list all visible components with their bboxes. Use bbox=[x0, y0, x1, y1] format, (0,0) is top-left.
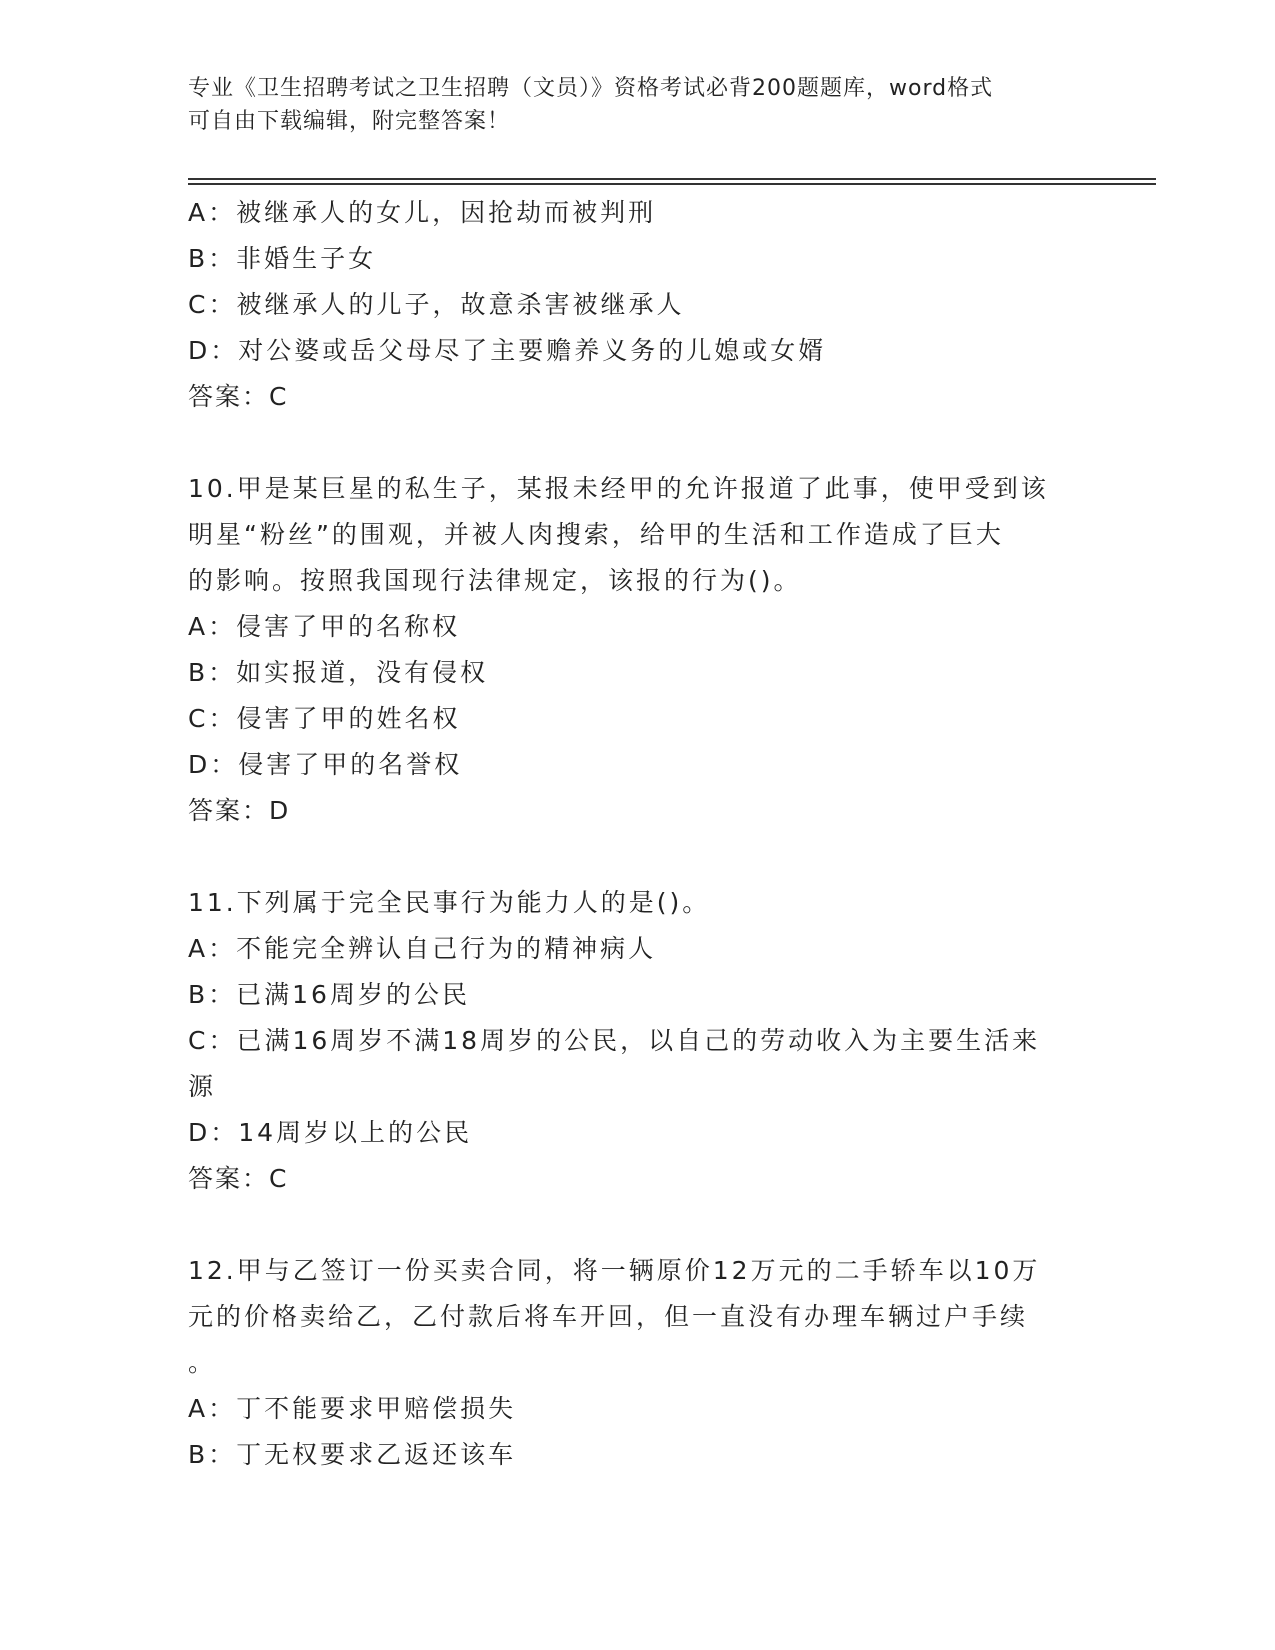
q12-option-b: B：丁无权要求乙返还该车 bbox=[188, 1440, 517, 1469]
question-11-block bbox=[188, 880, 1088, 1202]
q9-option-b: B：非婚生子女 bbox=[188, 244, 377, 273]
header-divider-top bbox=[188, 178, 1156, 180]
q9-option-d: D：对公婆或岳父母尽了主要赡养义务的儿媳或女婿 bbox=[188, 336, 827, 365]
q12-option-a: A：丁不能要求甲赔偿损失 bbox=[188, 1394, 517, 1423]
q9-option-c: C：被继承人的儿子，故意杀害被继承人 bbox=[188, 290, 685, 319]
q9-answer: 答案：C bbox=[188, 382, 289, 411]
q10-option-a: A：侵害了甲的名称权 bbox=[188, 612, 461, 641]
q11-option-a: A：不能完全辨认自己行为的精神病人 bbox=[188, 934, 657, 963]
spacer bbox=[188, 834, 1088, 880]
q11-option-b: B：已满16周岁的公民 bbox=[188, 980, 470, 1009]
q11-option-c-line-2: 源 bbox=[188, 1072, 217, 1101]
header-title-line-1: 专业《卫生招聘考试之卫生招聘（文员）》资格考试必背200题题库，word格式 bbox=[188, 76, 994, 101]
header-divider-bottom bbox=[188, 183, 1156, 185]
q10-answer: 答案：D bbox=[188, 796, 291, 825]
q10-stem-line-1: 10.甲是某巨星的私生子，某报未经甲的允许报道了此事，使甲受到该 bbox=[188, 474, 1049, 503]
header-title-line-2: 可自由下载编辑，附完整答案！ bbox=[188, 109, 511, 134]
q12-stem-line-3: 。 bbox=[188, 1348, 217, 1377]
q10-option-b: B：如实报道，没有侵权 bbox=[188, 658, 489, 687]
q11-stem: 11.下列属于完全民事行为能力人的是()。 bbox=[188, 888, 711, 917]
spacer bbox=[188, 420, 1088, 466]
q11-answer: 答案：C bbox=[188, 1164, 289, 1193]
question-9-block bbox=[188, 190, 1088, 420]
q12-stem-line-1: 12.甲与乙签订一份买卖合同，将一辆原价12万元的二手轿车以10万 bbox=[188, 1256, 1041, 1285]
question-list bbox=[188, 190, 1088, 1478]
document-header bbox=[188, 72, 1088, 138]
q10-stem-line-3: 的影响。按照我国现行法律规定，该报的行为()。 bbox=[188, 566, 802, 595]
q11-option-d: D：14周岁以上的公民 bbox=[188, 1118, 473, 1147]
q10-stem-line-2: 明星“粉丝”的围观，并被人肉搜索，给甲的生活和工作造成了巨大 bbox=[188, 520, 1004, 549]
spacer bbox=[188, 1202, 1088, 1248]
q10-option-d: D：侵害了甲的名誉权 bbox=[188, 750, 463, 779]
q9-option-a: A：被继承人的女儿，因抢劫而被判刑 bbox=[188, 198, 657, 227]
q12-stem-line-2: 元的价格卖给乙，乙付款后将车开回，但一直没有办理车辆过户手续 bbox=[188, 1302, 1029, 1331]
q10-option-c: C：侵害了甲的姓名权 bbox=[188, 704, 461, 733]
question-12-block bbox=[188, 1248, 1088, 1478]
question-10-block bbox=[188, 466, 1088, 834]
q11-option-c-line-1: C：已满16周岁不满18周岁的公民，以自己的劳动收入为主要生活来 bbox=[188, 1026, 1041, 1055]
